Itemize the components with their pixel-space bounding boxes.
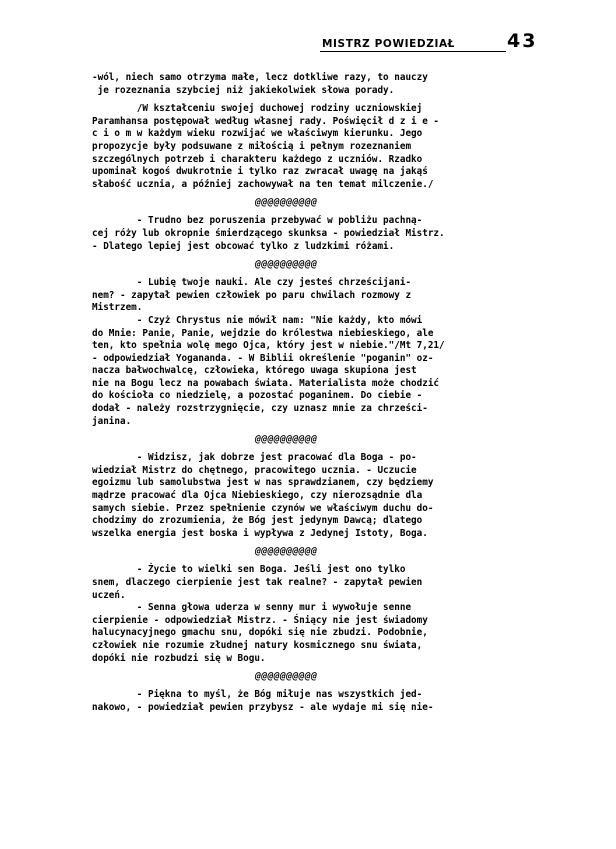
text-line: wszelka energia jest boska i wypływa z Jedynej Istoty, Boga.	[92, 527, 428, 539]
section-divider: @@@@@@@@@@	[255, 671, 318, 683]
text-line: cierpienie - odpowiedział Mistrz. - Śniący nie jest świadomy	[92, 614, 428, 626]
body-text	[92, 72, 552, 714]
text-line: samych siebie. Przez spełnienie czynów we właściwym duchu do-	[92, 502, 434, 514]
text-line: c i o m w każdym wieku rozwijać we właściwym kierunku. Jego	[92, 128, 423, 140]
running-head: MISTRZ POWIEDZIAŁ	[322, 38, 456, 50]
section-divider: @@@@@@@@@@	[255, 259, 318, 271]
text-line: mądrze pracować dla Ojca Niebieskiego, czy nierozsądnie dla	[92, 490, 423, 502]
section-divider: @@@@@@@@@@	[255, 197, 318, 209]
text-line: dopóki nie rozbudzi się w Bogu.	[92, 652, 266, 664]
text-line: do kościoła co niedzielę, a pozostać poganinem. Do ciebie -	[92, 390, 423, 402]
section-divider: @@@@@@@@@@	[255, 434, 318, 446]
text-line: - Dlatego lepiej jest obcować tylko z ludzkimi różami.	[92, 240, 395, 252]
text-line: nem? - zapytał pewien człowiek po paru chwilach rozmowy z	[92, 289, 412, 301]
text-line: Paramhansa postępował według własnej rady. Poświęcił d z i e -	[92, 115, 440, 127]
text-line: Mistrzem.	[92, 302, 143, 314]
paragraph	[92, 315, 552, 428]
text-line: /W kształceniu swojej duchowej rodziny uczniowskiej	[92, 103, 423, 115]
text-line: - Życie to wielki sen Boga. Jeśli jest ono tylko	[92, 564, 406, 576]
header-rule	[320, 51, 506, 52]
paragraph	[92, 689, 552, 714]
text-line: - Czyż Chrystus nie mówił nam: "Nie każdy, kto mówi	[92, 314, 423, 326]
text-line: snem, dlaczego cierpienie jest tak realne? - zapytał pewien	[92, 577, 423, 588]
text-line: chodzimy do zrozumienia, że Bóg jest jedynym Dawcą; dlatego	[92, 515, 423, 527]
text-line: upominał kogoś dwukrotnie i tylko raz zwracał uwagę na jakąś	[92, 166, 428, 178]
paragraph	[92, 72, 552, 97]
text-line: dodał - należy rozstrzygnięcie, czy uznasz mnie za chrześci-	[92, 403, 428, 415]
paragraph	[92, 564, 552, 602]
text-line: do Mnie: Panie, Panie, wejdzie do królestwa niebieskiego, ale	[92, 327, 434, 339]
paragraph	[92, 215, 552, 253]
text-line: propozycje były podsuwane z miłością i pełnym rozeznaniem	[92, 140, 412, 152]
text-line: nacza bałwochwalcę, człowieka, którego uwaga skupiona jest	[92, 365, 417, 377]
text-line: nakowo, - powiedział pewien przybysz - ale wydaje mi się nie-	[92, 701, 434, 713]
paragraph	[92, 452, 552, 540]
text-line: - Widzisz, jak dobrze jest pracować dla Boga - po-	[92, 452, 417, 464]
text-line: je rozeznania szybciej niż jakiekolwiek słowa porady.	[92, 84, 395, 96]
paragraph	[92, 277, 552, 315]
text-line: człowiek nie rozumie złudnej natury kosmicznego snu świata,	[92, 639, 423, 651]
text-line: -wól, niech samo otrzyma małe, lecz dotkliwe razy, to nauczy	[92, 72, 428, 83]
section-divider: @@@@@@@@@@	[255, 546, 318, 558]
text-line: janina.	[92, 415, 132, 427]
text-line: cej róży lub okropnie śmierdzącego skunksa - powiedział Mistrz.	[92, 227, 445, 239]
text-line: nie na Bogu lecz na powabach świata. Materialista może chodzić	[92, 377, 440, 389]
text-line: - Lubię twoje nauki. Ale czy jesteś chrześcijani-	[92, 277, 412, 289]
paragraph	[92, 103, 552, 191]
text-line: - Senna głowa uderza w senny mur i wywołuje senne	[92, 602, 412, 614]
text-line: słabość ucznia, a później zachowywał na ten temat milczenie./	[92, 178, 434, 190]
text-line: uczeń.	[92, 589, 126, 601]
paragraph	[92, 602, 552, 665]
text-line: egoizmu lub samolubstwa jest w nas sprawdzianem, czy będziemy	[92, 477, 434, 489]
text-line: - Trudno bez poruszenia przebywać w pobliżu pachną-	[92, 215, 423, 227]
page-header	[0, 30, 616, 64]
text-line: - Piękna to myśl, że Bóg miłuje nas wszystkich jed-	[92, 689, 423, 701]
page-number: 43	[507, 30, 538, 52]
text-line: - odpowiedział Yogananda. - W Biblii określenie "poganin" oz-	[92, 352, 434, 364]
text-line: szczególnych potrzeb i charakteru każdego z uczniów. Rzadko	[92, 153, 423, 165]
text-line: halucynacyjnego gmachu snu, dopóki się nie zbudzi. Podobnie,	[92, 627, 428, 639]
text-line: ten, kto spełnia wolę mego Ojca, który jest w niebie."/Mt 7,21/	[92, 340, 445, 352]
text-line: wiedział Mistrz do chętnego, pracowitego ucznia. - Uczucie	[92, 464, 417, 476]
